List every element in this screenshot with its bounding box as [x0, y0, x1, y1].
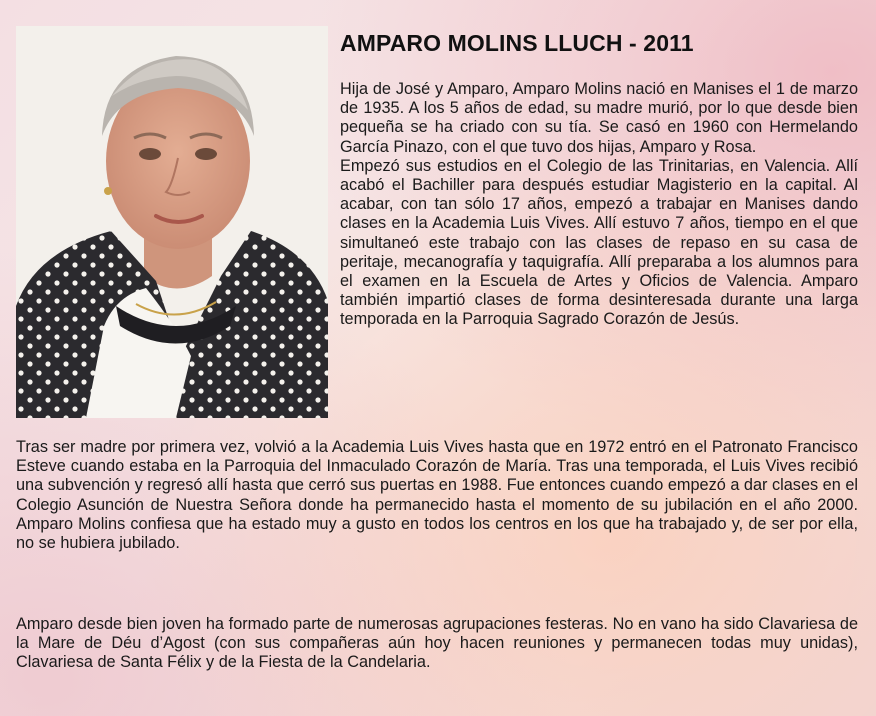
- intro-column-text: [340, 80, 858, 330]
- paragraph-festivities: Amparo desde bien joven ha formado parte de numerosas agrupaciones festeras. No en vano ha sido Clavariesa de la Mare de Déu d’Agost (con sus compañeras aún hoy hacen reuniones y permanecen todas muy unidas), Clavariesa de Santa Félix y de la Fiesta de la Candelaria.: [16, 615, 858, 672]
- paragraph-studies: Empezó sus estudios en el Colegio de las Trinitarias, en Valencia. Allí acabó el Bachiller para después estudiar Magisterio en la capital. Al acabar, con tan sólo 17 años, empezó a trabajar en Manises dando clases en la Academia Luis Vives. Allí estuvo 7 años, tiempo en el que simultaneó este trabajo con las clases de repaso en su casa de peritaje, mecanografía y taquigrafía. Allí preparaba a los alumnos para el examen en la Escuela de Artes y Oficios de Valencia. Amparo también impartió clases de forma desinteresada durante una larga temporada en la Parroquia Sagrado Corazón de Jesús.: [340, 156, 858, 329]
- article-title: AMPARO MOLINS LLUCH - 2011: [340, 30, 694, 56]
- paragraph-family: Hija de José y Amparo, Amparo Molins nació en Manises el 1 de marzo de 1935. A los 5 años de edad, su madre murió, por lo que desde bien pequeña se ha criado con su tía. Se casó en 1960 con Hermelando García Pinazo, con el que tuvo dos hijas, Amparo y Rosa.: [340, 80, 858, 156]
- portrait-photo: [16, 26, 328, 418]
- portrait-illustration: [16, 26, 328, 418]
- paragraph-career: Tras ser madre por primera vez, volvió a la Academia Luis Vives hasta que en 1972 entró en el Patronato Francisco Esteve cuando estaba en la Parroquia del Inmaculado Corazón de María. Tras una temporada, el Luis Vives recibió una subvención y regresó allí hasta que cerró sus puertas en 1988. Fue entonces cuando empezó a dar clases en el Colegio Asunción de Nuestra Señora donde ha permanecido hasta el momento de su jubilación en el año 2000. Amparo Molins confiesa que ha estado muy a gusto en todos los centros en los que ha trabajado y, de ser por ella, no se hubiera jubilado.: [16, 438, 858, 553]
